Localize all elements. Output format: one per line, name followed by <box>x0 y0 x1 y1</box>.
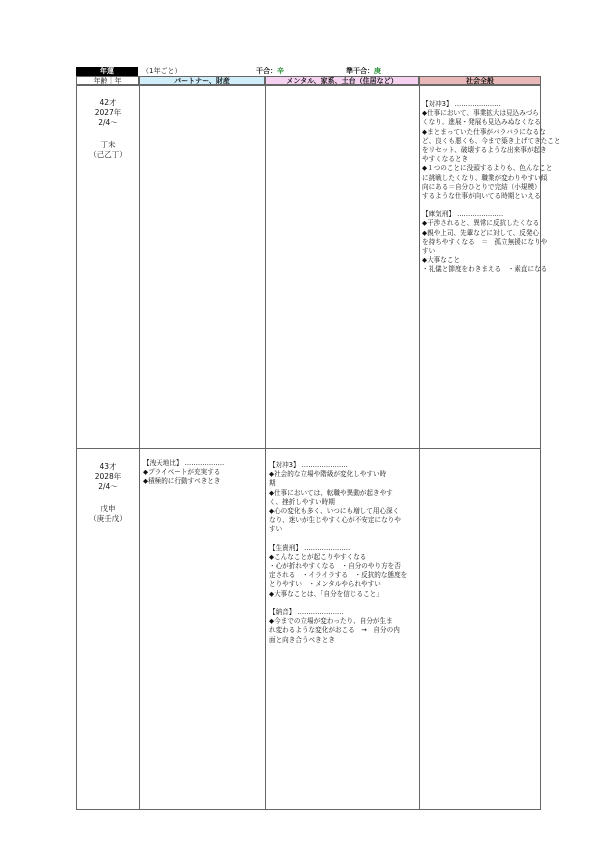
hidden-stem-text: （庚壬戊） <box>89 514 127 523</box>
text-line: 【庫気刑】 ………………… <box>422 210 504 219</box>
text-line: 【納音】 ………………… <box>269 608 344 616</box>
text-line: 【対冲3】 ………………… <box>422 100 501 108</box>
text-line: するような仕事が向いてる時期といえる <box>422 191 541 200</box>
text-line: 面と向き合うべきとき <box>269 635 335 644</box>
stem-text: 丁未 <box>100 140 116 149</box>
text-line: ◆１つのことに没頭するよりも、色んなこと <box>422 164 553 173</box>
text-line: 定される ・イライラする ・反抗的な態度を <box>269 571 408 580</box>
text-line: やすくなるとき <box>422 155 469 164</box>
age-text: 42才 <box>99 98 117 107</box>
text-line: ◆親や上司、先輩などに対して、反発心 <box>422 228 540 237</box>
text-line: ・礼儀と節度をわきまえる ・素直になる <box>422 265 548 274</box>
year-text: 2027年 <box>94 108 122 117</box>
text-line: を持ちやすくなる ＝ 孤立無援になりや <box>422 237 548 246</box>
hidden-stem-text: （己乙丁） <box>89 150 127 159</box>
text-line: 【対冲3】 ………………… <box>269 461 348 469</box>
kan-label-text: 干合： <box>256 67 277 75</box>
header-bar <box>76 67 540 76</box>
text-line: 期 <box>269 479 276 488</box>
row-divider <box>77 448 540 449</box>
column-header-partner: パートナー、財産 <box>139 76 265 85</box>
header-title: 年運 <box>76 67 138 76</box>
row-age-cell <box>77 462 139 524</box>
spacer <box>269 599 407 608</box>
jun-label-text: 準干合： <box>346 67 374 75</box>
column-header-age: 年齢｜年 <box>76 76 139 85</box>
text-line: ・心が折れやすくなる ・自分のやり方を否 <box>269 562 401 571</box>
text-line: ◆大事なこと <box>422 256 461 265</box>
partner-cell <box>143 459 224 487</box>
text-line: すい <box>269 525 283 534</box>
date-text: 2/4～ <box>98 482 118 491</box>
date-text: 2/4～ <box>98 118 118 127</box>
text-line: ◆社会的な立場や階級が変化しやすい時 <box>269 470 387 479</box>
text-line: ◆こんなことが起こりやすくなる <box>269 552 367 561</box>
text-line: とりやすい ・メンタルやられやすい <box>269 580 381 589</box>
text-line: なり、迷いが生じやすく心が不安定になりや <box>269 516 401 525</box>
text-line: ど、良くも悪くも、今まで築き上げてきたこと <box>422 136 561 145</box>
text-line: ◆大事なことは、「自分を信じること」 <box>269 589 383 598</box>
jun-value: 庚 <box>374 67 381 75</box>
text-line: 向にある＝自分ひとりで完結（小規模） <box>422 182 541 191</box>
text-line: ◆プライベートが充実する <box>143 468 221 477</box>
text-line: ◆まとまっていた仕事がバラバラになるな <box>422 127 546 136</box>
column-header-social: 社会全般 <box>419 76 541 85</box>
year-text: 2028年 <box>94 472 122 481</box>
text-line: ◆仕事において、事業拡大は見込みづら <box>422 109 539 118</box>
kan-label <box>256 67 284 76</box>
row-age-cell <box>77 98 139 160</box>
text-line: ◆今までの立場が変わったり、自分が生ま <box>269 617 393 626</box>
text-line: すい <box>422 247 436 255</box>
spacer <box>422 201 560 210</box>
text-line: れ変わるような変化がおこる → 自分の内 <box>269 626 400 635</box>
text-line: ◆仕事においては、転職や異動が起きやす <box>269 488 393 497</box>
column-header-mental: メンタル、家系、土台（住居など） <box>265 76 419 85</box>
kan-value: 辛 <box>277 67 284 75</box>
text-line: に挑戦したくなり、職業が変わりやすい傾 <box>422 173 548 182</box>
social-cell <box>422 100 560 275</box>
text-line: くなり、進展・発展も見込みぬなくなる <box>422 118 541 127</box>
text-line: 【洩天地比】 ……………… <box>143 459 225 467</box>
text-line: く、挫折しやすい時期 <box>269 497 335 506</box>
jun-label <box>346 67 381 76</box>
text-line: ◆積極的に行動すべきとき <box>143 477 221 486</box>
header-unit: （1年ごと） <box>142 67 182 75</box>
text-line: ◆心の変化も多く、いつにも増して用心深く <box>269 506 400 515</box>
text-line: 【生貴刑】 ………………… <box>269 543 351 552</box>
mental-cell <box>269 461 407 645</box>
text-line: をリセット、破壊するような出来事が起き <box>422 145 547 154</box>
fortune-table <box>76 85 561 810</box>
age-text: 43才 <box>99 462 117 471</box>
stem-text: 戊申 <box>100 504 116 513</box>
spacer <box>269 535 407 544</box>
text-line: ◆干渉されると、異常に反抗したくなる <box>422 219 540 228</box>
